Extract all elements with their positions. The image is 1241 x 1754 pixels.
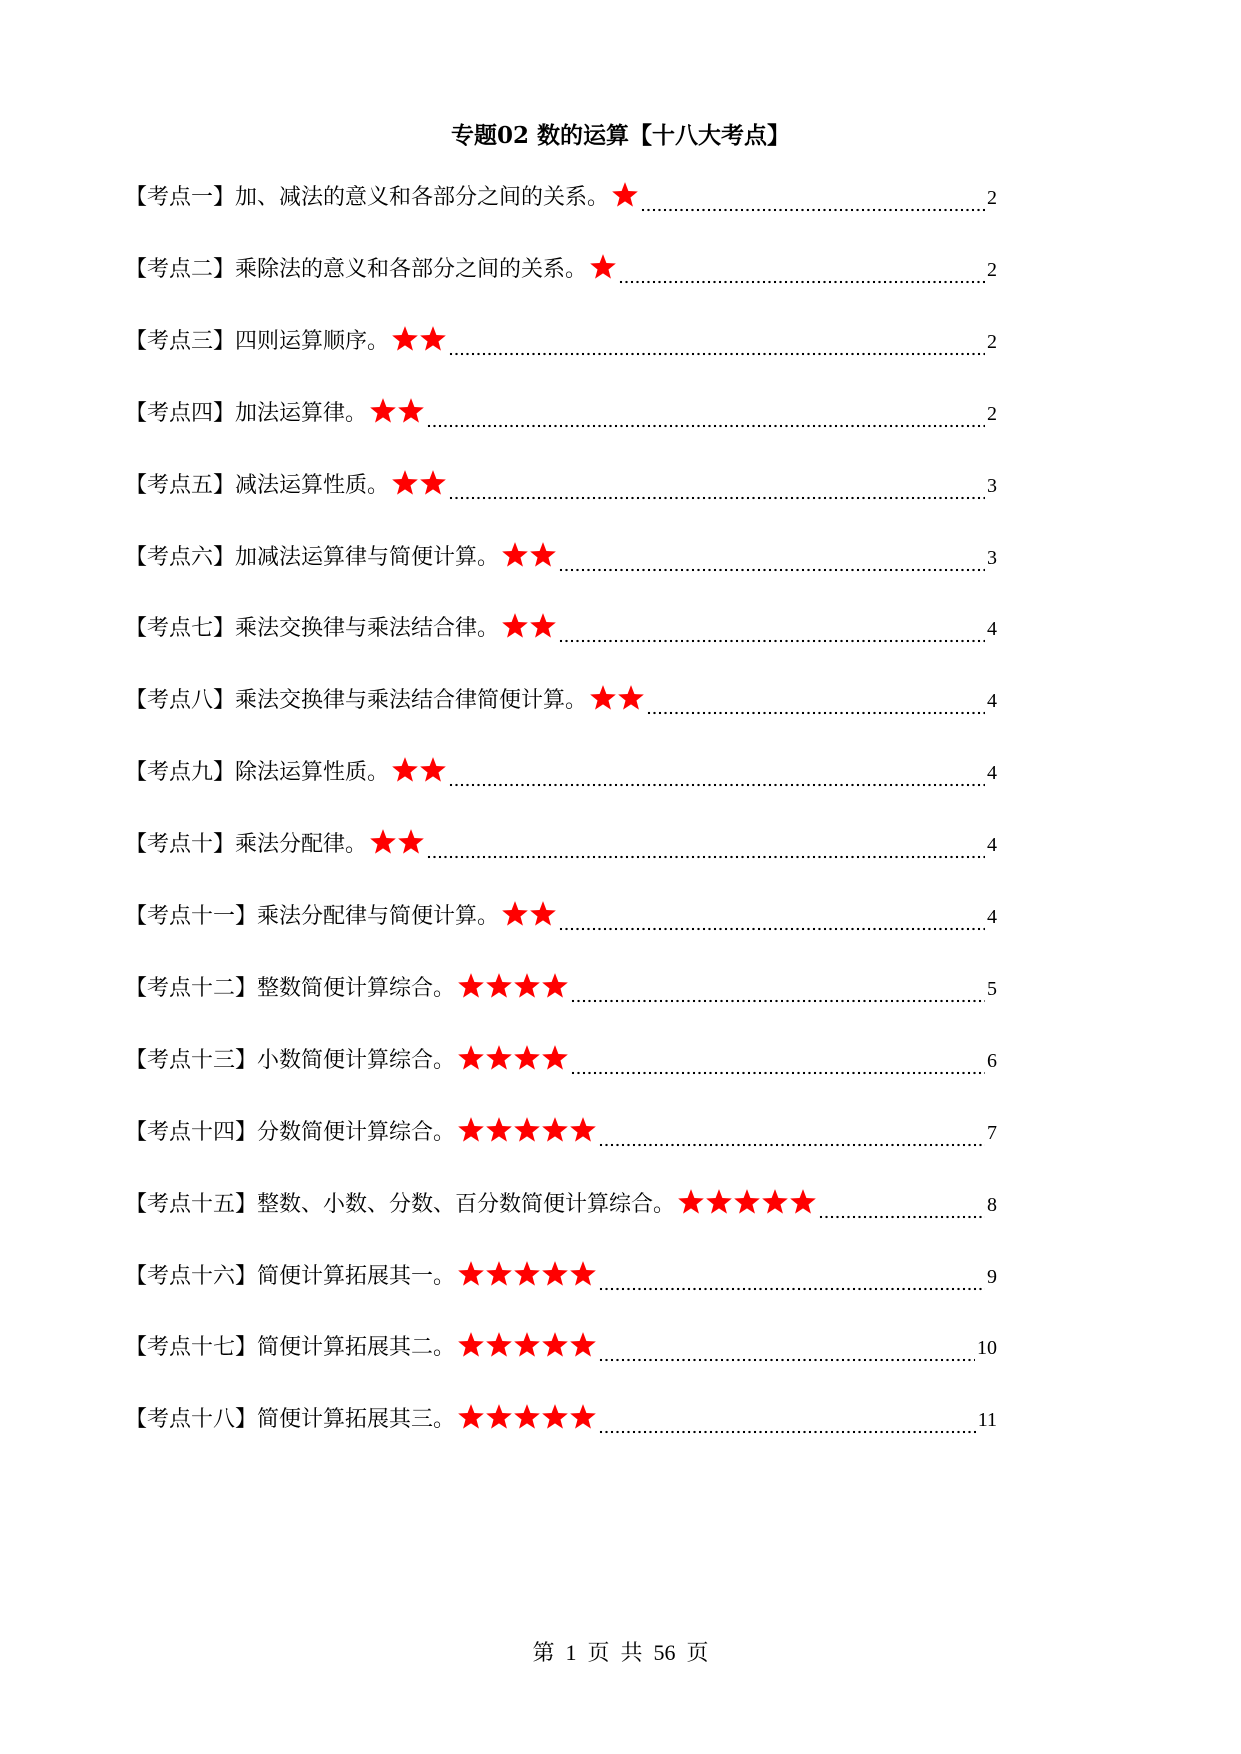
star-icon [513,1116,541,1144]
dot-leader [599,1113,985,1153]
toc-entry[interactable] [125,1041,997,1081]
star-icon [617,684,645,712]
toc-entry-page-number: 5 [987,977,997,1000]
difficulty-stars [457,969,569,1009]
star-icon [457,1116,485,1144]
dot-leader [599,1400,976,1440]
difficulty-stars [589,681,645,721]
toc-entry-page-number: 4 [987,690,997,713]
star-icon [369,828,397,856]
difficulty-stars [391,753,447,793]
difficulty-stars [501,538,557,578]
toc-entry-label: 【考点十五】整数、小数、分数、百分数简便计算综合。 [125,1191,676,1217]
dot-leader [819,1185,985,1225]
toc-entry[interactable] [125,1328,997,1368]
star-icon [529,612,557,640]
toc-entry-page-number: 4 [987,906,997,928]
dot-leader [427,394,985,434]
toc-entry-label: 【考点十三】小数简便计算综合。 [125,1047,456,1073]
star-icon [419,325,447,353]
difficulty-stars [501,897,557,937]
star-icon [569,1331,597,1359]
toc-entry-label: 【考点十一】乘法分配律与简便计算。 [125,904,500,929]
page-footer: 第 1 页 共 56 页 [532,1640,709,1665]
difficulty-stars [611,178,639,218]
difficulty-stars [677,1185,817,1225]
toc-entry-label: 【考点五】减法运算性质。 [125,472,390,498]
toc-entry-label: 【考点二】乘除法的意义和各部分之间的关系。 [125,256,588,282]
toc-entry[interactable] [125,969,997,1009]
page-title: 专题02 数的运算【十八大考点】 [450,122,790,149]
toc-entry[interactable] [125,322,997,362]
star-icon [485,1044,513,1072]
star-icon [677,1188,705,1216]
star-icon [391,469,419,497]
star-icon [485,1331,513,1359]
toc-entry-page-number: 6 [987,1049,997,1072]
difficulty-stars [391,466,447,506]
star-icon [485,1403,513,1431]
toc-entry[interactable] [125,538,997,578]
star-icon [541,1403,569,1431]
star-icon [457,1044,485,1072]
star-icon [529,541,557,569]
star-icon [419,469,447,497]
toc-entry-page-number: 11 [977,1409,997,1432]
difficulty-stars [501,609,557,649]
star-icon [513,1403,541,1431]
star-icon [611,181,639,209]
toc-entry[interactable] [125,1257,997,1297]
toc-entry[interactable] [125,681,997,721]
star-icon [457,1260,485,1288]
toc-entry-label: 【考点十】乘法分配律。 [125,832,368,858]
toc-entry-label: 【考点三】四则运算顺序。 [125,328,390,354]
star-icon [369,397,397,425]
dot-leader [599,1328,975,1368]
toc-entry-label: 【考点十六】简便计算拓展其一。 [125,1263,456,1289]
star-icon [485,1260,513,1288]
toc-entry-page-number: 10 [977,1337,997,1360]
difficulty-stars [457,1113,597,1153]
star-icon [485,1116,513,1144]
star-icon [541,972,569,1000]
dot-leader [647,681,985,721]
star-icon [761,1188,789,1216]
toc-entry[interactable] [125,466,997,506]
difficulty-stars [457,1400,597,1440]
star-icon [705,1188,733,1216]
dot-leader [449,322,985,362]
toc-entry-label: 【考点七】乘法交换律与乘法结合律。 [125,616,500,642]
toc-entry[interactable] [125,394,997,434]
star-icon [513,972,541,1000]
star-icon [733,1188,761,1216]
toc-entry-page-number: 8 [987,1193,997,1216]
star-icon [569,1116,597,1144]
star-icon [501,541,529,569]
dot-leader [599,1257,985,1297]
toc-entry[interactable] [125,609,997,649]
toc-entry-label: 【考点四】加法运算律。 [125,400,368,426]
star-icon [513,1044,541,1072]
toc-entry-page-number: 2 [987,258,997,281]
star-icon [501,900,529,928]
toc-entry-label: 【考点九】除法运算性质。 [125,760,390,786]
toc-entry-label: 【考点八】乘法交换律与乘法结合律简便计算。 [125,688,588,714]
toc-entry-label: 【考点一】加、减法的意义和各部分之间的关系。 [125,185,610,210]
toc-entry-label: 【考点十四】分数简便计算综合。 [125,1119,456,1145]
toc-entry-label: 【考点十七】简便计算拓展其二。 [125,1335,456,1361]
star-icon [541,1331,569,1359]
difficulty-stars [391,322,447,362]
star-icon [391,325,419,353]
star-icon [501,612,529,640]
star-icon [589,684,617,712]
star-icon [457,1331,485,1359]
dot-leader [559,538,985,578]
toc-entry[interactable] [125,1400,997,1440]
toc-entry-label: 【考点十二】整数简便计算综合。 [125,975,456,1001]
star-icon [541,1260,569,1288]
difficulty-stars [369,825,425,865]
star-icon [541,1044,569,1072]
star-icon [513,1260,541,1288]
toc-entry-page-number: 4 [987,762,997,785]
star-icon [485,972,513,1000]
dot-leader [559,609,985,649]
dot-leader [559,897,985,937]
dot-leader [449,753,985,793]
toc-entry[interactable] [125,1185,997,1225]
difficulty-stars [457,1257,597,1297]
difficulty-stars [369,394,425,434]
toc-entry-page-number: 2 [987,402,997,425]
star-icon [589,253,617,281]
toc-entry-page-number: 3 [987,474,997,497]
star-icon [789,1188,817,1216]
star-icon [419,756,447,784]
toc-entry-label: 【考点十八】简便计算拓展其三。 [125,1407,456,1433]
toc-entry-page-number: 3 [987,546,997,569]
toc-entry-page-number: 7 [987,1121,997,1144]
difficulty-stars [457,1328,597,1368]
toc-entry-page-number: 4 [987,618,997,641]
star-icon [391,756,419,784]
toc-entry[interactable] [125,178,997,218]
star-icon [569,1403,597,1431]
toc-entry[interactable] [125,825,997,865]
star-icon [397,397,425,425]
dot-leader [427,825,985,865]
toc-entry[interactable] [125,1113,997,1153]
dot-leader [571,1041,985,1081]
star-icon [569,1260,597,1288]
dot-leader [571,969,985,1009]
star-icon [529,900,557,928]
toc-entry-page-number: 2 [987,187,997,209]
difficulty-stars [457,1041,569,1081]
star-icon [457,972,485,1000]
toc-entry[interactable] [125,897,997,937]
dot-leader [641,178,985,218]
star-icon [513,1331,541,1359]
difficulty-stars [589,250,617,290]
toc-entry-page-number: 2 [987,330,997,353]
toc-entry[interactable] [125,753,997,793]
toc-entry-page-number: 9 [987,1265,997,1288]
toc-entry-label: 【考点六】加减法运算律与简便计算。 [125,544,500,570]
dot-leader [449,466,985,506]
star-icon [397,828,425,856]
toc-entry[interactable] [125,250,997,290]
star-icon [541,1116,569,1144]
toc-entry-page-number: 4 [987,834,997,857]
dot-leader [619,250,985,290]
star-icon [457,1403,485,1431]
